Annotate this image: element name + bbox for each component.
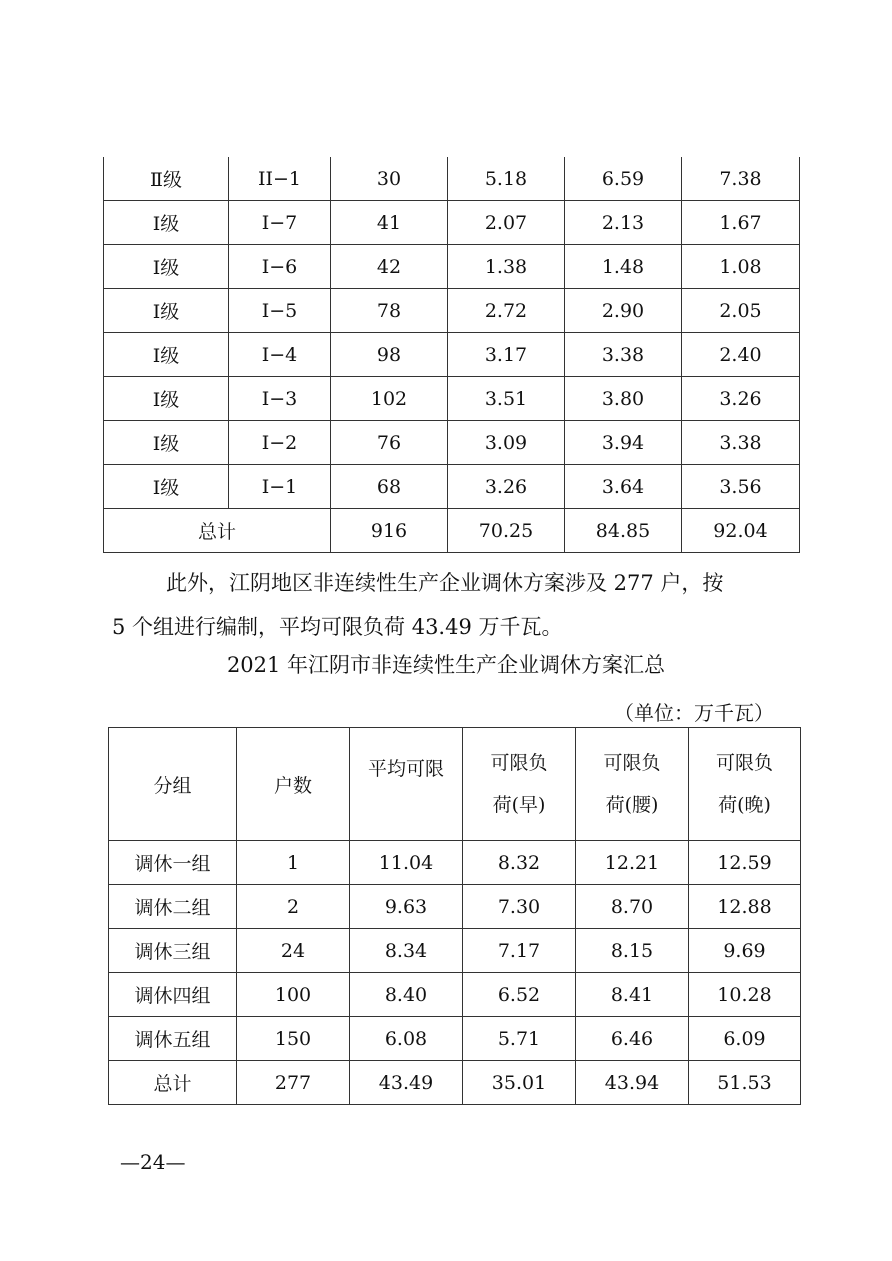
morning-cell: 8.32 [463,841,576,885]
morning-cell: 35.01 [463,1061,576,1105]
header-morning-line1: 可限负 [490,752,548,774]
table-row [104,201,800,245]
group-cell: 调休五组 [109,1017,237,1061]
table-row [109,841,801,885]
table-row [109,1061,801,1105]
level-cell: Ⅱ级 [104,157,229,201]
level-cell: Ⅰ级 [104,465,229,509]
morning-cell: 7.30 [463,885,576,929]
value-cell: 2.13 [565,201,682,245]
value-cell: 6.59 [565,157,682,201]
value-cell: 3.17 [448,333,565,377]
table2-unit: （单位：万千瓦） [614,701,774,725]
evening-cell: 51.53 [689,1061,801,1105]
evening-cell: 12.59 [689,841,801,885]
table-row [104,421,800,465]
value-cell: 5.18 [448,157,565,201]
group-cell: 调休四组 [109,973,237,1017]
table2-title: 2021 年江阴市非连续性生产企业调休方案汇总 [226,653,666,677]
average-cell: 9.63 [350,885,463,929]
code-cell: I−6 [229,245,331,289]
value-cell: 1.48 [565,245,682,289]
midday-cell: 6.46 [576,1017,689,1061]
total-value: 70.25 [448,509,565,553]
paragraph-line-2: 5 个组进行编制，平均可限负荷 43.49 万千瓦。 [112,615,563,639]
morning-cell: 5.71 [463,1017,576,1061]
code-cell: I−4 [229,333,331,377]
count-cell: 78 [331,289,448,333]
level-cell: Ⅰ级 [104,333,229,377]
value-cell: 3.26 [448,465,565,509]
evening-cell: 6.09 [689,1017,801,1061]
total-count: 916 [331,509,448,553]
code-cell: I−3 [229,377,331,421]
continuous-production-table [103,157,800,553]
value-cell: 3.56 [682,465,800,509]
table-row [104,245,800,289]
average-cell: 8.40 [350,973,463,1017]
table-row [104,289,800,333]
value-cell: 3.26 [682,377,800,421]
evening-cell: 12.88 [689,885,801,929]
households-cell: 150 [237,1017,350,1061]
value-cell: 2.40 [682,333,800,377]
level-cell: Ⅰ级 [104,201,229,245]
evening-cell: 10.28 [689,973,801,1017]
morning-cell: 6.52 [463,973,576,1017]
header-morning-line2: 荷(早) [492,794,546,816]
average-cell: 6.08 [350,1017,463,1061]
value-cell: 1.38 [448,245,565,289]
average-cell: 43.49 [350,1061,463,1105]
count-cell: 30 [331,157,448,201]
households-cell: 24 [237,929,350,973]
count-cell: 102 [331,377,448,421]
table-row [109,973,801,1017]
households-cell: 1 [237,841,350,885]
table2-header-row [109,728,801,841]
code-cell: II−1 [229,157,331,201]
total-label: 总计 [104,509,331,553]
midday-cell: 8.70 [576,885,689,929]
total-value: 92.04 [682,509,800,553]
value-cell: 2.05 [682,289,800,333]
header-average: 平均可限 [350,728,463,841]
count-cell: 98 [331,333,448,377]
header-midday-line1: 可限负 [603,752,661,774]
midday-cell: 12.21 [576,841,689,885]
count-cell: 76 [331,421,448,465]
value-cell: 7.38 [682,157,800,201]
header-households: 户数 [237,728,350,841]
level-cell: Ⅰ级 [104,245,229,289]
header-evening [689,728,801,841]
value-cell: 3.94 [565,421,682,465]
average-cell: 11.04 [350,841,463,885]
households-cell: 2 [237,885,350,929]
table-row [104,377,800,421]
code-cell: I−1 [229,465,331,509]
group-cell: 调休一组 [109,841,237,885]
households-cell: 277 [237,1061,350,1105]
header-evening-line1: 可限负 [715,752,773,774]
count-cell: 41 [331,201,448,245]
group-cell: 总计 [109,1061,237,1105]
midday-cell: 8.15 [576,929,689,973]
header-morning [463,728,576,841]
paragraph-line-1: 此外，江阴地区非连续性生产企业调休方案涉及 277 户，按 [166,571,724,595]
average-cell: 8.34 [350,929,463,973]
table-row [109,1017,801,1061]
households-cell: 100 [237,973,350,1017]
midday-cell: 43.94 [576,1061,689,1105]
total-value: 84.85 [565,509,682,553]
value-cell: 2.72 [448,289,565,333]
value-cell: 3.64 [565,465,682,509]
page-number: —24— [120,1150,186,1174]
midday-cell: 8.41 [576,973,689,1017]
table-row [104,465,800,509]
level-cell: Ⅰ级 [104,421,229,465]
group-cell: 调休三组 [109,929,237,973]
code-cell: I−2 [229,421,331,465]
code-cell: I−7 [229,201,331,245]
table-row [104,333,800,377]
header-midday [576,728,689,841]
value-cell: 3.80 [565,377,682,421]
table-row [109,929,801,973]
table-row [104,157,800,201]
level-cell: Ⅰ级 [104,289,229,333]
evening-cell: 9.69 [689,929,801,973]
value-cell: 3.09 [448,421,565,465]
value-cell: 2.90 [565,289,682,333]
value-cell: 3.51 [448,377,565,421]
table-row [109,885,801,929]
header-midday-line2: 荷(腰) [605,794,659,816]
value-cell: 1.08 [682,245,800,289]
group-cell: 调休二组 [109,885,237,929]
header-evening-line2: 荷(晚) [718,794,771,816]
value-cell: 3.38 [565,333,682,377]
value-cell: 3.38 [682,421,800,465]
value-cell: 2.07 [448,201,565,245]
value-cell: 1.67 [682,201,800,245]
morning-cell: 7.17 [463,929,576,973]
level-cell: Ⅰ级 [104,377,229,421]
total-row [104,509,800,553]
count-cell: 42 [331,245,448,289]
shift-rest-summary-table [108,727,801,1105]
count-cell: 68 [331,465,448,509]
code-cell: I−5 [229,289,331,333]
header-group: 分组 [109,728,237,841]
